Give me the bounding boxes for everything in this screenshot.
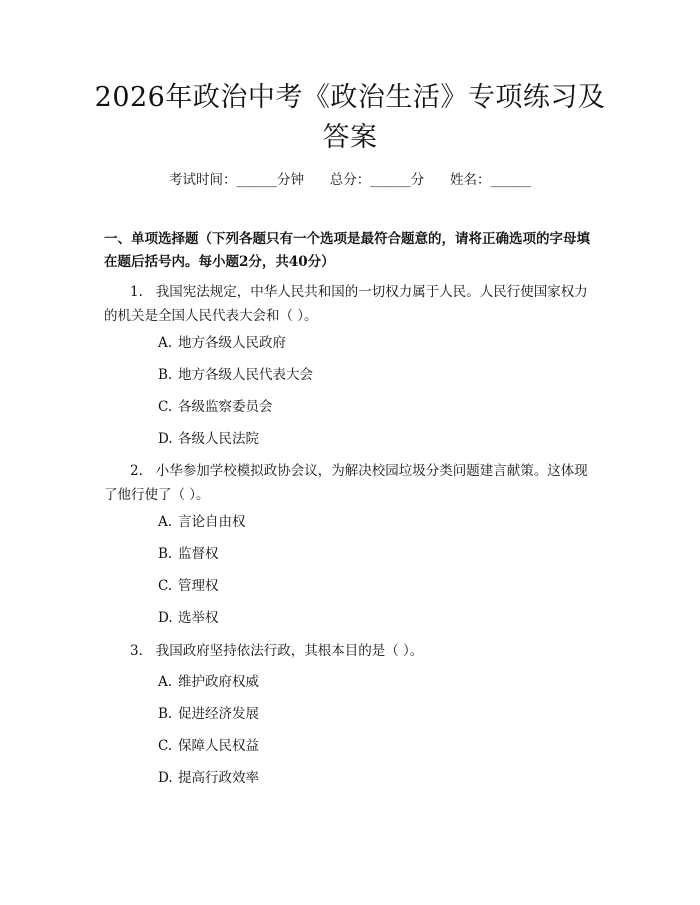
option-3c — [158, 736, 259, 756]
score-label: 总分： — [329, 172, 371, 188]
section-heading: 一、单项选择题（下列各题只有一个选项是最符合题意的，请将正确选项的字母填在题后括号内。每小题2分，共40分） — [104, 231, 590, 270]
option-text: 维护政府权威 — [178, 674, 259, 690]
option-text: 地方各级人民代表大会 — [178, 367, 313, 383]
option-3a — [158, 672, 259, 692]
option-letter: C. — [158, 399, 173, 415]
option-letter: A. — [158, 514, 173, 530]
score-unit: 分 — [410, 172, 425, 188]
option-text: 管理权 — [178, 578, 219, 594]
question-3 — [104, 639, 600, 663]
question-text: 我国宪法规定，中华人民共和国的一切权力属于人民。人民行使国家权力的机关是全国人民代表大会和（ ）。 — [104, 284, 588, 324]
option-letter: D. — [158, 610, 173, 626]
question-2 — [104, 459, 600, 507]
option-text: 保障人民权益 — [178, 738, 259, 754]
option-letter: D. — [158, 770, 173, 786]
option-text: 各级监察委员会 — [178, 399, 273, 415]
option-text: 言论自由权 — [178, 514, 246, 530]
option-1b — [158, 365, 313, 385]
option-letter: B. — [158, 546, 173, 562]
option-1c — [158, 397, 273, 417]
document-title: 2026年政治中考《政治生活》专项练习及答案 — [94, 82, 606, 153]
option-letter: A. — [158, 335, 173, 351]
option-text: 各级人民法院 — [178, 431, 259, 447]
option-text: 提高行政效率 — [178, 770, 259, 786]
option-3b — [158, 704, 259, 724]
option-2d — [158, 608, 219, 628]
name-blank: ______ — [490, 172, 531, 188]
time-unit: 分钟 — [277, 172, 304, 188]
question-number: 3. — [130, 643, 143, 659]
question-text: 小华参加学校模拟政协会议，为解决校园垃圾分类问题建言献策。这体现了他行使了（ ）。 — [104, 463, 588, 503]
option-letter: C. — [158, 578, 173, 594]
time-label: 考试时间： — [169, 172, 237, 188]
option-2b — [158, 544, 219, 564]
option-1a — [158, 333, 286, 353]
option-text: 选举权 — [178, 610, 219, 626]
time-blank: ______ — [236, 172, 277, 188]
question-text: 我国政府坚持依法行政，其根本目的是（ ）。 — [155, 643, 424, 659]
option-letter: B. — [158, 367, 173, 383]
option-2a — [158, 512, 246, 532]
score-blank: ______ — [370, 172, 411, 188]
option-letter: B. — [158, 706, 173, 722]
option-letter: C. — [158, 738, 173, 754]
option-1d — [158, 429, 259, 449]
exam-meta-line — [0, 168, 700, 188]
option-letter: D. — [158, 431, 173, 447]
option-2c — [158, 576, 219, 596]
question-number: 2. — [130, 463, 143, 479]
option-text: 地方各级人民政府 — [178, 335, 286, 351]
option-letter: A. — [158, 674, 173, 690]
option-3d — [158, 768, 259, 788]
question-number: 1. — [130, 284, 143, 300]
option-text: 促进经济发展 — [178, 706, 259, 722]
question-1 — [104, 280, 600, 328]
name-label: 姓名： — [450, 172, 491, 188]
option-text: 监督权 — [178, 546, 219, 562]
